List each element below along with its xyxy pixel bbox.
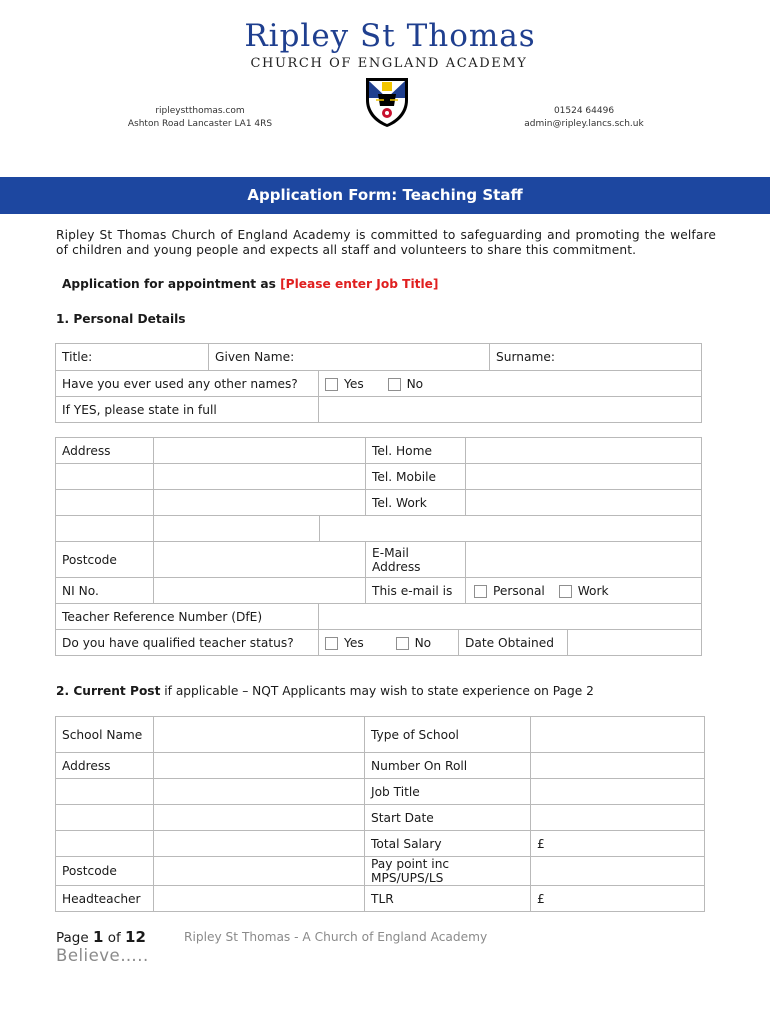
post-address-line-4[interactable] [154, 831, 365, 857]
trn-label: Teacher Reference Number (DfE) [56, 604, 319, 630]
surname-label: Surname: [496, 350, 555, 364]
email-type-options [466, 578, 702, 604]
school-subtitle: CHURCH OF ENGLAND ACADEMY [250, 56, 528, 71]
trn-field[interactable] [319, 604, 702, 630]
teacher-status-table [55, 603, 702, 656]
form-title-banner: Application Form: Teaching Staff [0, 177, 770, 214]
job-title-label: Job Title [365, 779, 531, 805]
job-title-placeholder[interactable]: [Please enter Job Title] [280, 277, 439, 291]
address-line-4-extra[interactable] [320, 516, 702, 542]
page-word: Page [56, 930, 93, 946]
tel-work-label: Tel. Work [366, 490, 466, 516]
email-work-label: Work [577, 583, 609, 598]
tel-home-label: Tel. Home [366, 438, 466, 464]
post-address-label-3 [56, 805, 154, 831]
contact-right [516, 105, 652, 131]
job-title-field[interactable] [531, 779, 705, 805]
address-label-2 [56, 464, 154, 490]
contact-left [120, 105, 280, 131]
qts-yes-label: Yes [344, 635, 364, 650]
given-name-field[interactable] [209, 344, 490, 371]
other-names-no-label: No [406, 376, 424, 391]
qts-question: Do you have qualified teacher status? [56, 630, 319, 656]
ni-no-field[interactable] [154, 578, 366, 604]
surname-field[interactable] [490, 344, 702, 371]
salary-pound-sign: £ [537, 836, 545, 851]
ni-no-label: NI No. [56, 578, 154, 604]
tel-mobile-label: Tel. Mobile [366, 464, 466, 490]
other-names-yes-label: Yes [344, 376, 364, 391]
tlr-field[interactable] [531, 886, 705, 912]
current-post-table [55, 716, 705, 912]
qts-yes-checkbox[interactable] [325, 637, 338, 650]
appointment-line [62, 277, 439, 291]
page-indicator [56, 928, 146, 946]
tlr-label: TLR [365, 886, 531, 912]
given-name-label: Given Name: [215, 350, 295, 364]
post-postcode-field[interactable] [154, 857, 365, 886]
tlr-pound-sign: £ [537, 891, 545, 906]
address-contact-table [55, 437, 702, 604]
email-personal-label: Personal [493, 583, 545, 598]
post-address-label: Address [56, 753, 154, 779]
school-name-label: School Name [56, 717, 154, 753]
title-field[interactable] [56, 344, 209, 371]
tel-work-field[interactable] [466, 490, 702, 516]
email-text: admin@ripley.lancs.sch.uk [524, 119, 644, 129]
address-line-1[interactable] [154, 438, 366, 464]
pay-point-field[interactable] [531, 857, 705, 886]
qts-no-checkbox[interactable] [396, 637, 409, 650]
address-line-2[interactable] [154, 464, 366, 490]
phone-text: 01524 64496 [553, 106, 615, 116]
qts-no-label: No [414, 635, 432, 650]
other-names-no-checkbox[interactable] [388, 378, 401, 391]
if-yes-label: If YES, please state in full [56, 397, 319, 423]
address-line-3[interactable] [154, 490, 366, 516]
post-address-line-1[interactable] [154, 753, 365, 779]
number-on-roll-label: Number On Roll [365, 753, 531, 779]
date-obtained-label: Date Obtained [459, 630, 568, 656]
safeguarding-statement: Ripley St Thomas Church of England Academy is committed to safeguarding and promoting the welfare of children and young people and expects all staff and volunteers to share this commitment. [56, 228, 716, 257]
qts-options [319, 630, 459, 656]
website-text: ripleystthomas.com [155, 106, 245, 116]
postcode-field[interactable] [154, 542, 366, 578]
address-text: Ashton Road Lancaster LA1 4RS [127, 119, 273, 129]
type-of-school-field[interactable] [531, 717, 705, 753]
type-of-school-label: Type of School [365, 717, 531, 753]
other-names-yes-checkbox[interactable] [325, 378, 338, 391]
appointment-label: Application for appointment as [62, 277, 281, 291]
email-personal-checkbox[interactable] [474, 585, 487, 598]
email-label: E-Mail Address [366, 542, 466, 578]
address-line-4[interactable] [154, 516, 320, 542]
email-type-label: This e-mail is [366, 578, 466, 604]
school-name-logo: Ripley St Thomas [244, 18, 536, 54]
post-address-label-2 [56, 779, 154, 805]
address-label: Address [56, 438, 154, 464]
headteacher-field[interactable] [154, 886, 365, 912]
section-current-post-heading [56, 684, 594, 698]
page-total: 12 [125, 928, 146, 946]
tel-home-field[interactable] [466, 438, 702, 464]
crest-icon [364, 76, 410, 128]
address-label-4 [56, 516, 154, 542]
pay-point-label: Pay point inc MPS/UPS/LS [365, 857, 531, 886]
email-field[interactable] [466, 542, 702, 578]
footer-academy-name: Ripley St Thomas - A Church of England Academy [184, 930, 488, 944]
address-label-3 [56, 490, 154, 516]
date-obtained-field[interactable] [568, 630, 702, 656]
total-salary-label: Total Salary [365, 831, 531, 857]
if-yes-field[interactable] [319, 397, 702, 423]
post-postcode-label: Postcode [56, 857, 154, 886]
section-personal-heading: 1. Personal Details [56, 312, 186, 326]
current-post-note: if applicable – NQT Applicants may wish to state experience on Page 2 [160, 684, 594, 698]
post-address-line-2[interactable] [154, 779, 365, 805]
number-on-roll-field[interactable] [531, 753, 705, 779]
other-names-options [319, 371, 702, 397]
post-address-line-3[interactable] [154, 805, 365, 831]
start-date-label: Start Date [365, 805, 531, 831]
total-salary-field[interactable] [531, 831, 705, 857]
other-names-question: Have you ever used any other names? [56, 371, 319, 397]
school-name-field[interactable] [154, 717, 365, 753]
current-post-title: 2. Current Post [56, 684, 161, 698]
start-date-field[interactable] [531, 805, 705, 831]
post-address-label-4 [56, 831, 154, 857]
postcode-label: Postcode [56, 542, 154, 578]
title-label: Title: [62, 350, 93, 364]
of-word: of [103, 930, 126, 946]
tel-mobile-field[interactable] [466, 464, 702, 490]
headteacher-label: Headteacher [56, 886, 154, 912]
personal-details-table [55, 343, 702, 423]
page-number: 1 [92, 928, 104, 946]
school-motto: Believe….. [56, 946, 149, 965]
email-work-checkbox[interactable] [559, 585, 572, 598]
